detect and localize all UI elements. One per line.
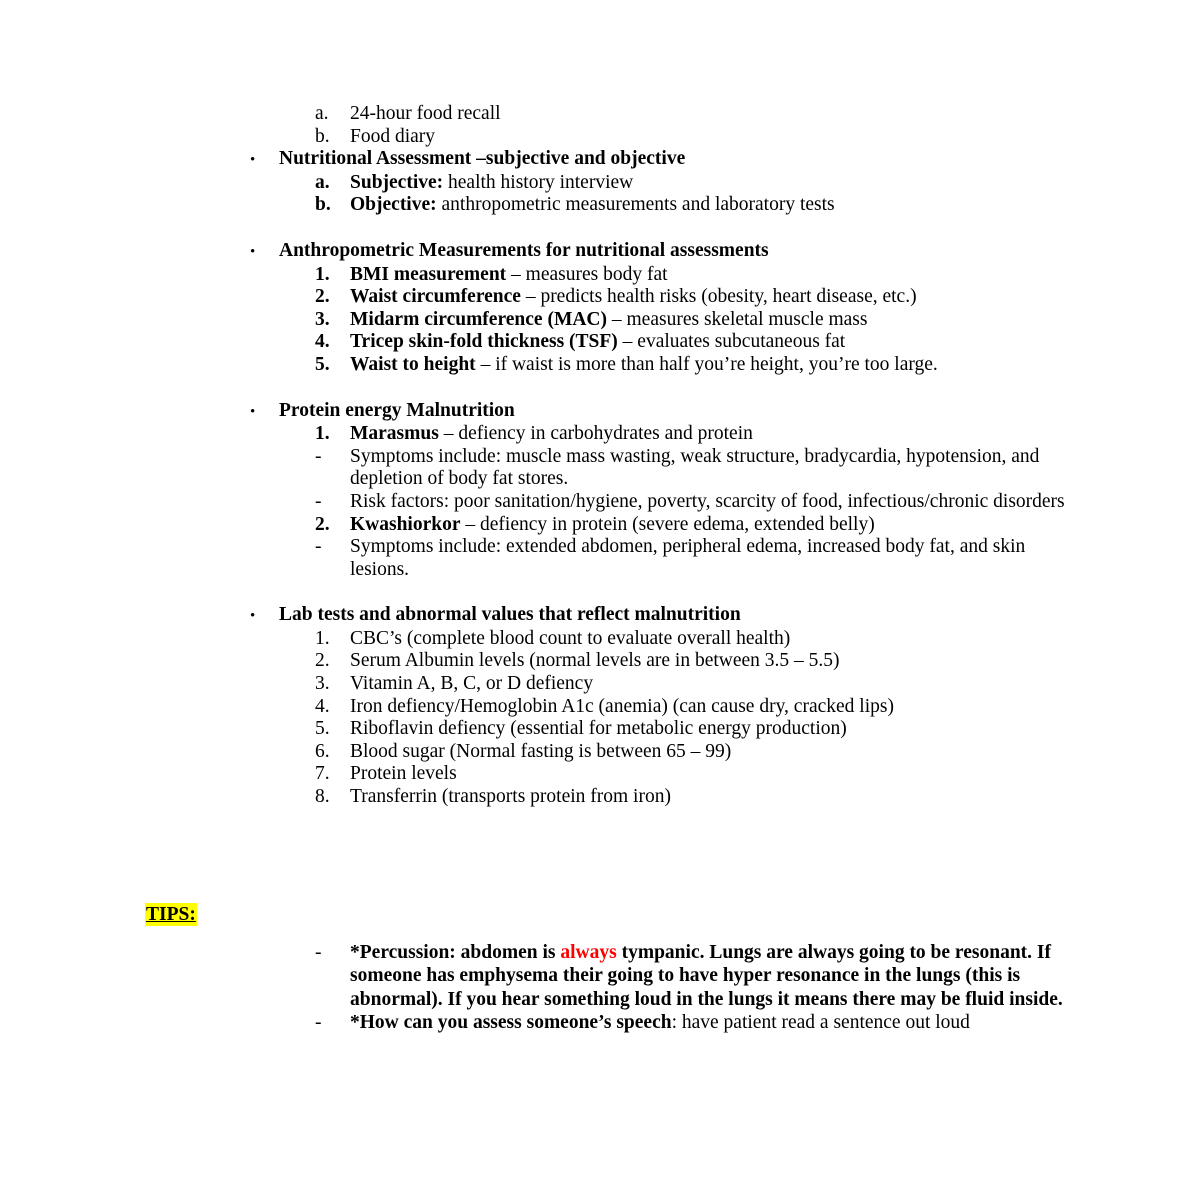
list-item-text: Serum Albumin levels (normal levels are in between 3.5 – 5.5) bbox=[350, 650, 840, 672]
list-item-text bbox=[350, 423, 1200, 446]
list-item-text bbox=[350, 194, 1200, 217]
list-item-text bbox=[350, 172, 1200, 195]
list-item-lead: Kwashiorkor bbox=[350, 513, 461, 535]
list-item bbox=[0, 423, 1200, 446]
list-item-rest: – measures body fat bbox=[506, 263, 668, 285]
list-item bbox=[0, 786, 1200, 809]
bullet-icon: • bbox=[250, 608, 256, 625]
list-item-text: Transferrin (transports protein from iron) bbox=[350, 786, 671, 808]
section-heading-text: Protein energy Malnutrition bbox=[279, 399, 515, 421]
list-item bbox=[0, 354, 1200, 377]
list-marker: b. bbox=[315, 125, 330, 147]
list-item-text bbox=[350, 514, 1200, 537]
list-item bbox=[0, 941, 1200, 1011]
section-heading-text: Lab tests and abnormal values that reflect malnutrition bbox=[279, 604, 741, 626]
list-marker: - bbox=[315, 445, 322, 467]
list-item-text: 24-hour food recall bbox=[350, 103, 501, 124]
list-item-rest: – defiency in carbohydrates and protein bbox=[438, 423, 753, 445]
list-marker: b. bbox=[315, 194, 331, 216]
list-item-text bbox=[350, 1011, 1200, 1034]
list-item-lead: Tricep skin-fold thickness (TSF) bbox=[350, 331, 618, 353]
list-item-lead: Subjective: bbox=[350, 171, 444, 193]
notes-body bbox=[0, 103, 1200, 809]
list-marker: 4. bbox=[315, 331, 330, 353]
list-item bbox=[0, 491, 1200, 514]
list-item-text: Symptoms include: muscle mass wasting, weak structure, bradycardia, hypotension, and depletion of body fat stores. bbox=[350, 445, 1040, 490]
list-item bbox=[0, 1011, 1200, 1034]
list-item bbox=[0, 126, 1200, 149]
list-item bbox=[0, 194, 1200, 217]
list-item-rest: anthropometric measurements and laboratory tests bbox=[436, 194, 835, 216]
list-item-text bbox=[350, 286, 1200, 309]
tips-heading-container bbox=[145, 903, 197, 926]
section-heading-anthropometric bbox=[0, 240, 1200, 264]
section-gap bbox=[0, 217, 1200, 240]
list-item-text: Food diary bbox=[350, 125, 436, 147]
list-marker: - bbox=[315, 1012, 322, 1034]
section-heading-text: Anthropometric Measurements for nutritional assessments bbox=[279, 239, 769, 261]
list-marker: - bbox=[315, 490, 322, 512]
list-marker: 1. bbox=[315, 263, 330, 285]
section-heading-lab-tests bbox=[0, 604, 1200, 628]
list-item-lead: Waist to height bbox=[350, 353, 476, 375]
list-marker: - bbox=[315, 942, 322, 963]
list-item-lead: Objective: bbox=[350, 194, 437, 216]
list-marker: 2. bbox=[315, 513, 330, 535]
list-item-rest: – measures skeletal muscle mass bbox=[607, 308, 868, 330]
list-item bbox=[0, 536, 1200, 581]
list-item-lead: *How can you assess someone’s speech bbox=[350, 1012, 672, 1034]
section-heading-nutritional-assessment bbox=[0, 148, 1200, 172]
list-item-text: Riboflavin defiency (essential for metabolic energy production) bbox=[350, 718, 847, 740]
bullet-icon: • bbox=[250, 152, 256, 169]
list-item-text bbox=[350, 309, 1200, 332]
bullet-icon: • bbox=[250, 403, 256, 420]
list-item bbox=[0, 331, 1200, 354]
list-item-lead: Marasmus bbox=[350, 423, 439, 445]
list-marker: 5. bbox=[315, 353, 330, 375]
list-marker: a. bbox=[315, 103, 329, 124]
list-item-rest: : have patient read a sentence out loud bbox=[671, 1012, 970, 1034]
list-item-rest: – if waist is more than half you’re height, you’re too large. bbox=[475, 353, 938, 375]
list-item bbox=[0, 741, 1200, 764]
list-item bbox=[0, 628, 1200, 651]
list-item bbox=[0, 309, 1200, 332]
list-item-lead: BMI measurement bbox=[350, 263, 507, 285]
list-item-text bbox=[350, 354, 1200, 377]
list-marker: 1. bbox=[315, 423, 330, 445]
list-marker: 1. bbox=[315, 627, 330, 649]
list-item bbox=[0, 446, 1200, 491]
tips-heading: TIPS: bbox=[146, 904, 196, 925]
list-item-text bbox=[350, 264, 1200, 287]
section-heading-malnutrition bbox=[0, 400, 1200, 424]
list-marker: 4. bbox=[315, 695, 330, 717]
section-heading-text: Nutritional Assessment –subjective and objective bbox=[279, 148, 686, 170]
list-marker: 2. bbox=[315, 286, 330, 308]
list-marker: 5. bbox=[315, 718, 330, 740]
list-item-text: CBC’s (complete blood count to evaluate overall health) bbox=[350, 627, 791, 649]
list-item bbox=[0, 650, 1200, 673]
list-marker: 8. bbox=[315, 786, 330, 808]
list-item bbox=[0, 172, 1200, 195]
section-gap bbox=[0, 377, 1200, 400]
list-item-text bbox=[350, 331, 1200, 354]
list-item-text: Symptoms include: extended abdomen, peripheral edema, increased body fat, and skin lesions. bbox=[350, 536, 1026, 580]
list-item-rest: health history interview bbox=[443, 171, 634, 193]
list-marker: 6. bbox=[315, 740, 330, 762]
list-item bbox=[0, 696, 1200, 719]
list-item bbox=[0, 763, 1200, 786]
bullet-icon: • bbox=[250, 243, 256, 260]
list-item-text: Risk factors: poor sanitation/hygiene, poverty, scarcity of food, infectious/chronic disorders bbox=[350, 490, 1065, 512]
list-item-text: Blood sugar (Normal fasting is between 65 – 99) bbox=[350, 740, 732, 762]
tip-text-part-2: tympanic. Lungs are always going to be resonant. If someone has emphysema their going to have hyper resonance in the lungs (this is abnormal). If you hear something loud in the lungs it means there may be fluid inside. bbox=[350, 942, 1063, 1010]
tips-list bbox=[0, 941, 1200, 1035]
list-marker: - bbox=[315, 536, 322, 558]
list-marker: a. bbox=[315, 171, 330, 193]
tip-accent-word: always bbox=[560, 942, 617, 963]
list-item-rest: – defiency in protein (severe edema, extended belly) bbox=[460, 513, 875, 535]
list-marker: 2. bbox=[315, 650, 330, 672]
section-gap bbox=[0, 581, 1200, 604]
list-item bbox=[0, 103, 1200, 126]
list-marker: 3. bbox=[315, 673, 330, 695]
list-item-rest: – predicts health risks (obesity, heart disease, etc.) bbox=[520, 286, 917, 308]
list-item-lead: Waist circumference bbox=[350, 286, 521, 308]
list-marker: 7. bbox=[315, 763, 330, 785]
list-marker: 3. bbox=[315, 308, 330, 330]
list-item-rest: – evaluates subcutaneous fat bbox=[617, 331, 846, 353]
list-item bbox=[0, 264, 1200, 287]
list-item-text: Vitamin A, B, C, or D defiency bbox=[350, 673, 594, 695]
list-item bbox=[0, 673, 1200, 696]
list-item-text: Protein levels bbox=[350, 763, 457, 785]
list-item-text bbox=[350, 941, 1200, 1011]
list-item bbox=[0, 514, 1200, 537]
tip-text-part-1: *Percussion: abdomen is bbox=[350, 942, 561, 963]
list-item-lead: Midarm circumference (MAC) bbox=[350, 308, 608, 330]
list-item-text: Iron defiency/Hemoglobin A1c (anemia) (can cause dry, cracked lips) bbox=[350, 695, 894, 717]
list-item bbox=[0, 718, 1200, 741]
list-item bbox=[0, 286, 1200, 309]
